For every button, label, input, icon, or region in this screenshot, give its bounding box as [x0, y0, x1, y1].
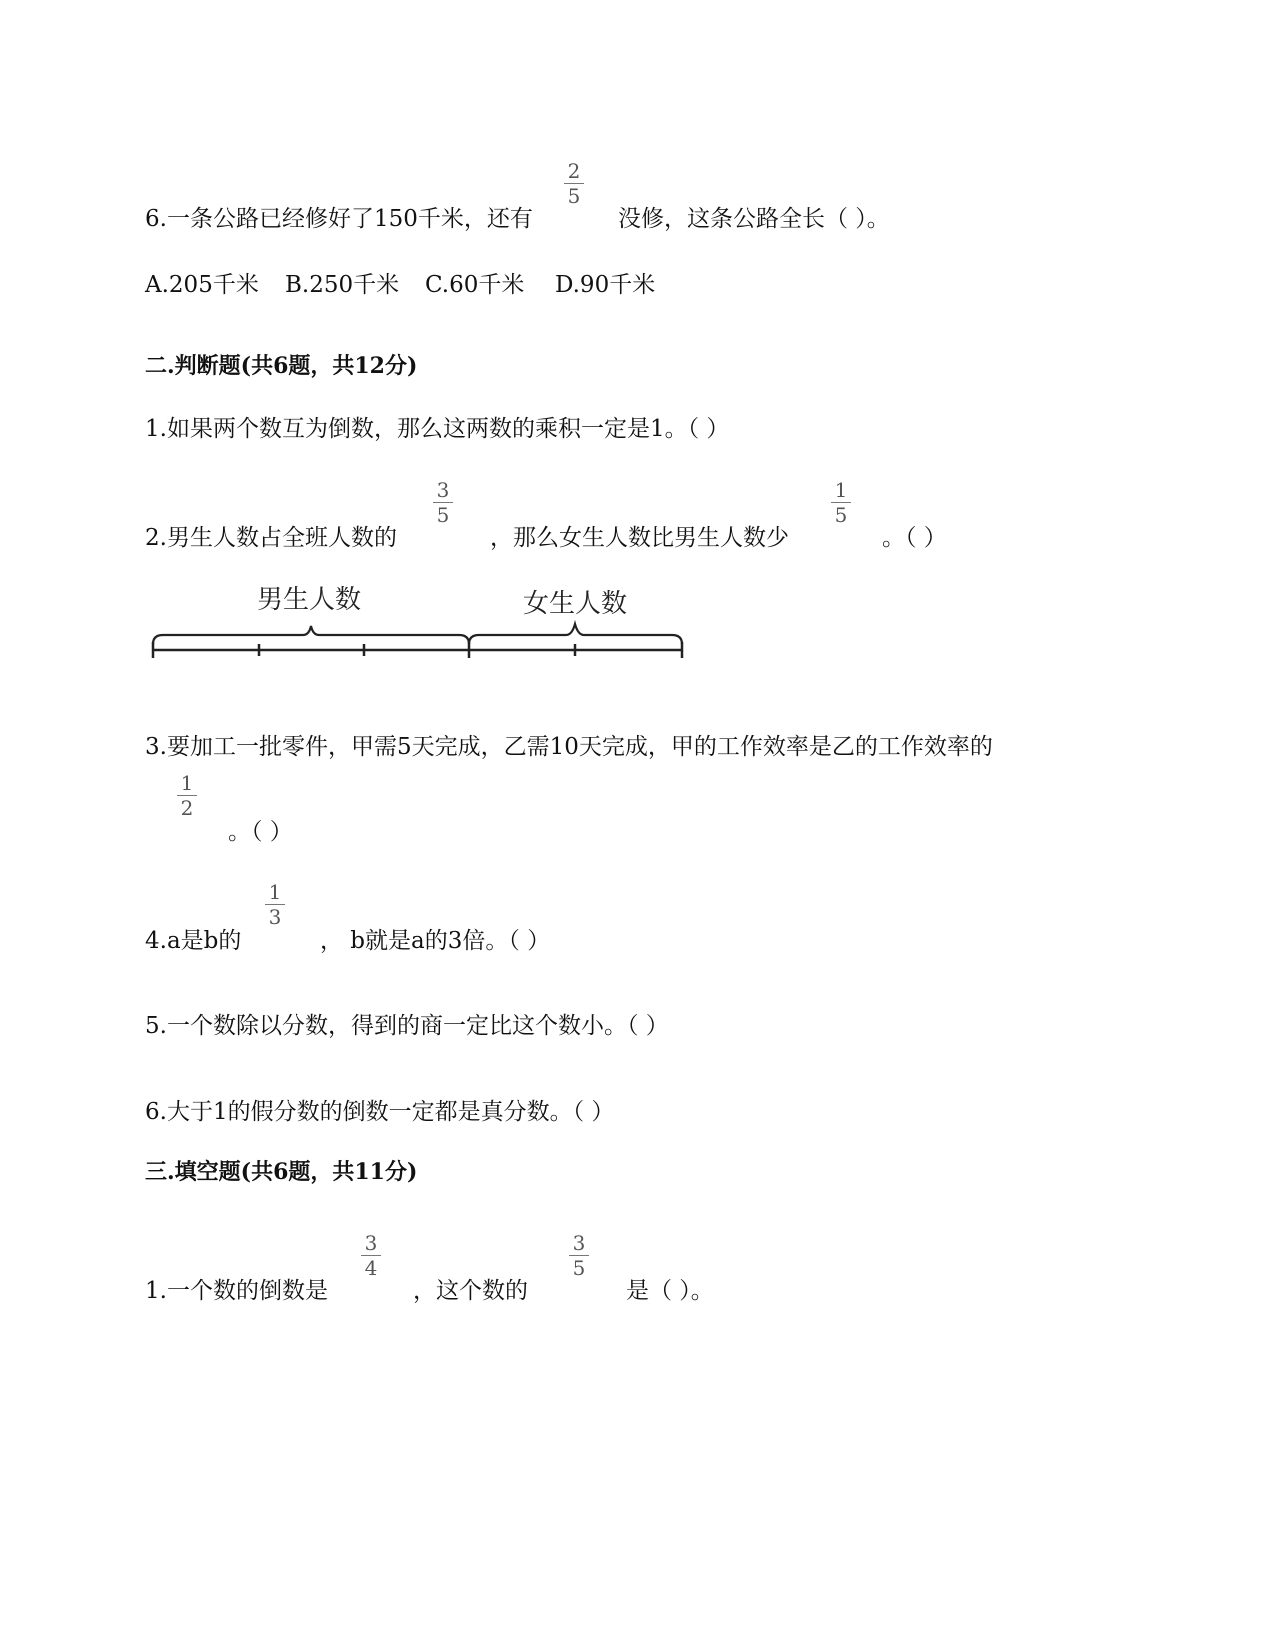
fraction-denominator: 5 [436, 503, 450, 527]
question-text: 6.一条公路已经修好了150千米，还有 [145, 206, 533, 232]
fraction-denominator: 5 [572, 1256, 586, 1280]
fraction-denominator: 3 [268, 905, 282, 929]
fraction-3-5 [431, 479, 455, 526]
fraction-3-4 [359, 1232, 383, 1279]
brace-boys [153, 626, 469, 644]
fraction-numerator: 3 [572, 1231, 586, 1255]
fraction-3-5 [567, 1232, 591, 1279]
fraction-1-3 [263, 881, 287, 928]
question-text: ，那么女生人数比男生人数少 [490, 525, 789, 551]
question-text: 6.大于1的假分数的倒数一定都是真分数。（ ） [145, 1099, 615, 1125]
question-text: 2.男生人数占全班人数的 [145, 525, 397, 551]
question-text: 。（ ） [882, 525, 947, 551]
fraction-numerator: 1 [180, 771, 194, 795]
fraction-numerator: 3 [364, 1231, 378, 1255]
question-text: 1.一个数的倒数是 [145, 1278, 328, 1304]
question-text: 没修，这条公路全长（ ）。 [618, 206, 890, 232]
question-text: 1.如果两个数互为倒数，那么这两数的乘积一定是1。（ ） [145, 416, 730, 442]
fraction-denominator: 5 [567, 184, 581, 208]
option-b: B.250千米 [285, 272, 400, 298]
fraction-1-2 [175, 772, 199, 819]
section-heading: 三.填空题(共6题，共11分) [145, 1159, 418, 1185]
fraction-denominator: 4 [364, 1256, 378, 1280]
question-text: 4.a是b的 [145, 928, 242, 954]
option-a: A.205千米 [145, 272, 259, 298]
option-d: D.90千米 [555, 272, 656, 298]
question-text: 。（ ） [228, 819, 293, 845]
label-girls: 女生人数 [523, 589, 628, 619]
fraction-numerator: 1 [268, 880, 282, 904]
label-boys: 男生人数 [257, 585, 362, 615]
question-text: 5.一个数除以分数，得到的商一定比这个数小。（ ） [145, 1013, 669, 1039]
fraction-2-5 [562, 160, 586, 207]
fraction-numerator: 1 [834, 478, 848, 502]
question-text: ，这个数的 [413, 1278, 528, 1304]
question-text: ， b就是a的3倍。（ ） [320, 928, 551, 954]
question-text: 是（ ）。 [626, 1278, 714, 1304]
fraction-denominator: 5 [834, 503, 848, 527]
fraction-numerator: 3 [436, 478, 450, 502]
brace-girls [469, 624, 682, 644]
question-text: 3.要加工一批零件，甲需5天完成，乙需10天完成，甲的工作效率是乙的工作效率的 [145, 734, 993, 760]
fraction-1-5 [829, 479, 853, 526]
segment-diagram [145, 580, 690, 665]
option-c: C.60千米 [425, 272, 525, 298]
fraction-numerator: 2 [567, 159, 581, 183]
fraction-denominator: 2 [180, 796, 194, 820]
section-heading: 二.判断题(共6题，共12分) [145, 353, 418, 379]
